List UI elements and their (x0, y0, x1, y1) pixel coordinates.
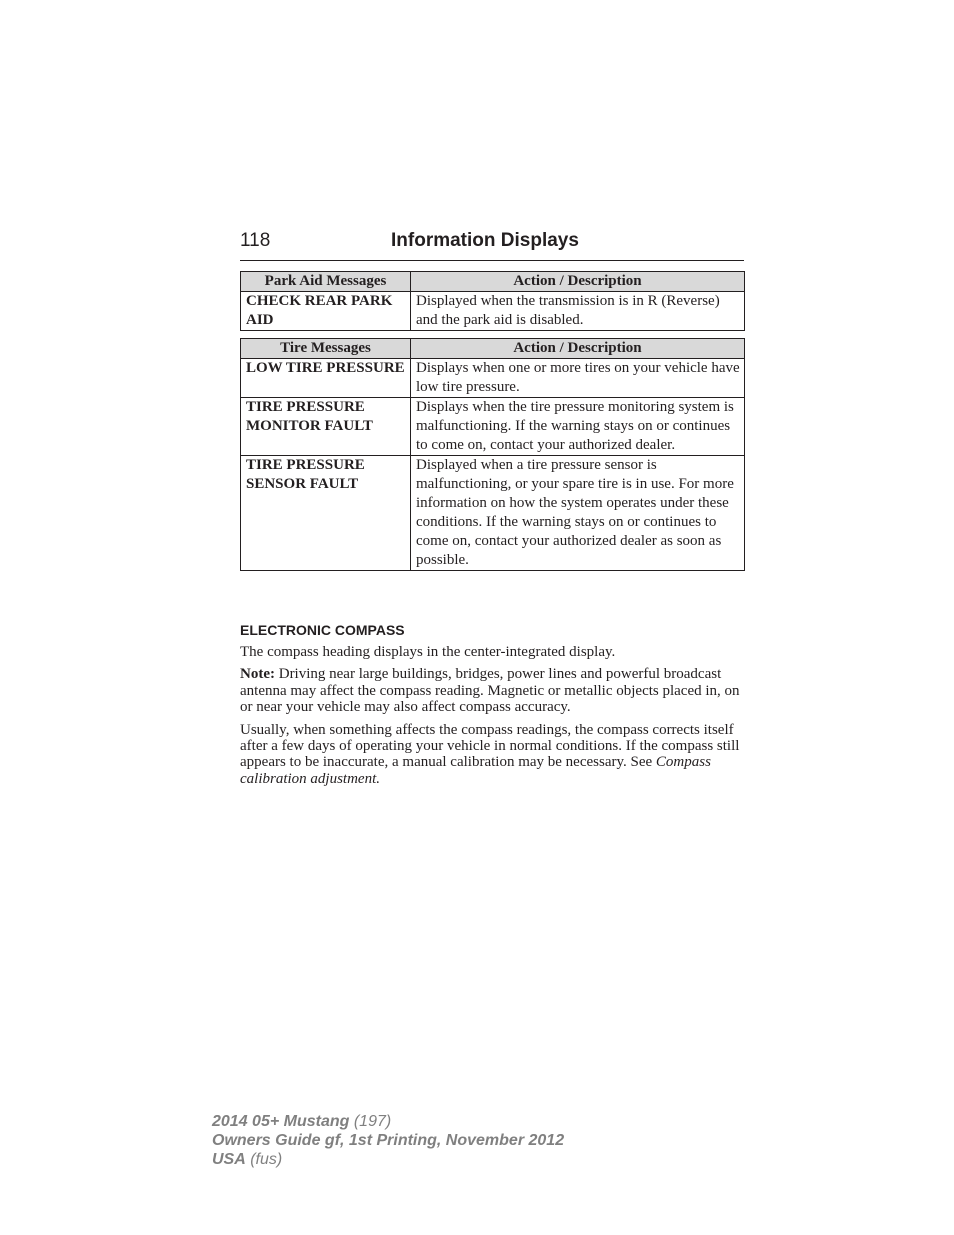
calibration-text: Usually, when something affects the compass readings, the compass corrects itself after a few days of operating your vehicle in normal conditions. If the compass still appears to be inaccurate, a manual calibration may be necessary. See (240, 721, 740, 771)
footer-model-code: (197) (349, 1113, 392, 1130)
table-row (241, 359, 745, 398)
table-header-row (241, 339, 745, 359)
message-cell: LOW TIRE PRESSURE (241, 359, 411, 398)
compass-paragraph: The compass heading displays in the center-integrated display. (240, 644, 616, 660)
footer-line (212, 1150, 564, 1169)
description-cell: Displays when one or more tires on your vehicle have low tire pressure. (411, 359, 745, 398)
page-number: 118 (240, 230, 271, 251)
column-header: Park Aid Messages (241, 272, 411, 292)
column-header: Action / Description (411, 272, 745, 292)
column-header: Action / Description (411, 339, 745, 359)
note-paragraph (240, 666, 744, 715)
table-row (241, 292, 745, 331)
description-cell: Displayed when a tire pressure sensor is malfunctioning, or your spare tire is in use. For more information on how the system operates under these conditions. If the warning stays on or continues to come on, contact your authorized dealer as soon as possible. (411, 456, 745, 571)
electronic-compass-section (240, 621, 744, 793)
note-label: Note: (240, 666, 275, 683)
page-title: Information Displays (391, 230, 579, 251)
section-heading: ELECTRONIC COMPASS (240, 622, 405, 638)
column-header: Tire Messages (241, 339, 411, 359)
calibration-reference-link[interactable]: Compass calibration adjustment. (240, 754, 711, 787)
calibration-paragraph (240, 722, 744, 788)
park-aid-messages-table (240, 271, 745, 331)
message-cell: TIRE PRESSURE MONITOR FAULT (241, 398, 411, 456)
footer-region-code: (fus) (245, 1151, 283, 1168)
page-footer (212, 1112, 564, 1169)
description-cell: Displayed when the transmission is in R (Reverse) and the park aid is disabled. (411, 292, 745, 331)
footer-region: USA (212, 1151, 246, 1168)
message-cell: CHECK REAR PARK AID (241, 292, 411, 331)
table-row (241, 456, 745, 571)
footer-line (212, 1112, 564, 1131)
tire-messages-table (240, 338, 745, 571)
message-cell: TIRE PRESSURE SENSOR FAULT (241, 456, 411, 571)
footer-model: 2014 05+ Mustang (212, 1113, 350, 1130)
table-row (241, 398, 745, 456)
description-cell: Displays when the tire pressure monitoring system is malfunctioning. If the warning stays on or continues to come on, contact your authorized dealer. (411, 398, 745, 456)
table-header-row (241, 272, 745, 292)
footer-printing: Owners Guide gf, 1st Printing, November 2012 (212, 1132, 565, 1149)
page-header (240, 229, 744, 261)
note-text: Driving near large buildings, bridges, power lines and powerful broadcast antenna may affect the compass reading. Magnetic or metallic objects placed in, on or near your vehicle may also affect compass accuracy. (240, 666, 740, 716)
